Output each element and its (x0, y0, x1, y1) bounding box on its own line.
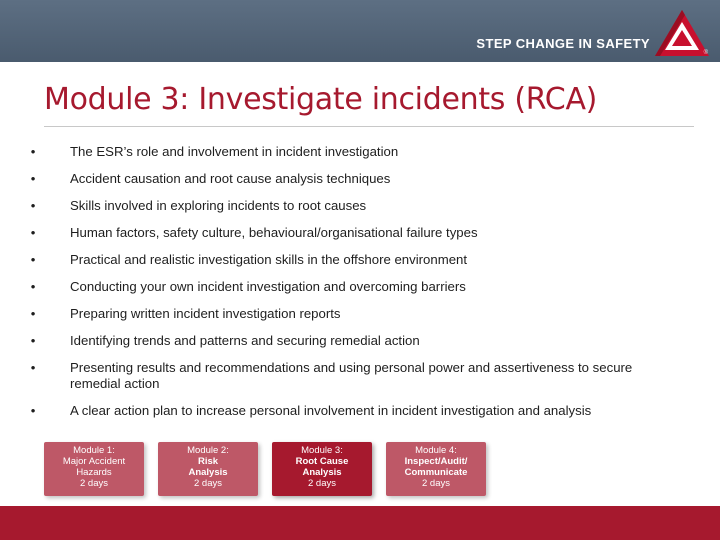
list-item-text: Practical and realistic investigation skills in the offshore environment (70, 252, 468, 267)
bullet-icon: • (30, 198, 36, 213)
bullet-icon: • (30, 279, 36, 294)
list-item (28, 333, 668, 349)
module-topic: Communicate (404, 467, 468, 478)
module-label: Module 1: (73, 445, 115, 456)
list-item-text: Skills involved in exploring incidents to root causes (70, 198, 367, 213)
list-item-text: Conducting your own incident investigation and overcoming barriers (70, 279, 466, 294)
registered-mark: ® (703, 50, 708, 56)
bullet-icon: • (30, 225, 36, 240)
module-2-card[interactable] (158, 442, 258, 496)
bullet-icon: • (30, 306, 36, 321)
module-topic: Major Accident (62, 456, 126, 467)
module-duration: 2 days (194, 478, 222, 489)
list-item (28, 360, 668, 392)
module-3-card[interactable] (272, 442, 372, 496)
list-item-text: Preparing written incident investigation reports (70, 306, 341, 321)
module-topic: Inspect/Audit/ (404, 456, 468, 467)
list-item-text: The ESR’s role and involvement in incident investigation (70, 144, 399, 159)
bullet-icon: • (30, 144, 36, 159)
module-duration: 2 days (308, 478, 336, 489)
header-band (0, 0, 720, 62)
module-label: Module 3: (301, 445, 343, 456)
module-topic: Risk (197, 456, 219, 467)
slide-title: Module 3: Investigate incidents (RCA) (44, 82, 598, 117)
bullet-icon: • (30, 360, 36, 375)
list-item (28, 198, 668, 214)
bullet-icon: • (30, 333, 36, 348)
module-topic: Hazards (76, 467, 112, 478)
footer-band (0, 506, 720, 540)
list-item (28, 306, 668, 322)
module-topic: Analysis (302, 467, 342, 478)
bullet-icon: • (30, 252, 36, 267)
title-divider (44, 126, 694, 127)
list-item-text: Human factors, safety culture, behavioural/organisational failure types (70, 225, 478, 240)
module-topic: Root Cause (295, 456, 349, 467)
module-duration: 2 days (80, 478, 108, 489)
module-strip (44, 442, 484, 498)
list-item (28, 279, 668, 295)
bullet-icon: • (30, 403, 36, 418)
list-item-text: Identifying trends and patterns and securing remedial action (70, 333, 420, 348)
list-item-text: A clear action plan to increase personal involvement in incident investigation and analysis (70, 403, 592, 418)
module-topic: Analysis (188, 467, 228, 478)
list-item (28, 252, 668, 268)
list-item-text: Presenting results and recommendations and using personal power and assertiveness to secure remedial action (70, 360, 633, 391)
module-label: Module 4: (415, 445, 457, 456)
module-4-card[interactable] (386, 442, 486, 496)
list-item-text: Accident causation and root cause analysis techniques (70, 171, 391, 186)
module-1-card[interactable] (44, 442, 144, 496)
list-item (28, 171, 668, 187)
bullet-icon: • (30, 171, 36, 186)
module-label: Module 2: (187, 445, 229, 456)
topic-list (28, 144, 668, 430)
list-item (28, 144, 668, 160)
list-item (28, 403, 668, 419)
brand-name: STEP CHANGE IN SAFETY (476, 36, 650, 51)
module-duration: 2 days (422, 478, 450, 489)
list-item (28, 225, 668, 241)
